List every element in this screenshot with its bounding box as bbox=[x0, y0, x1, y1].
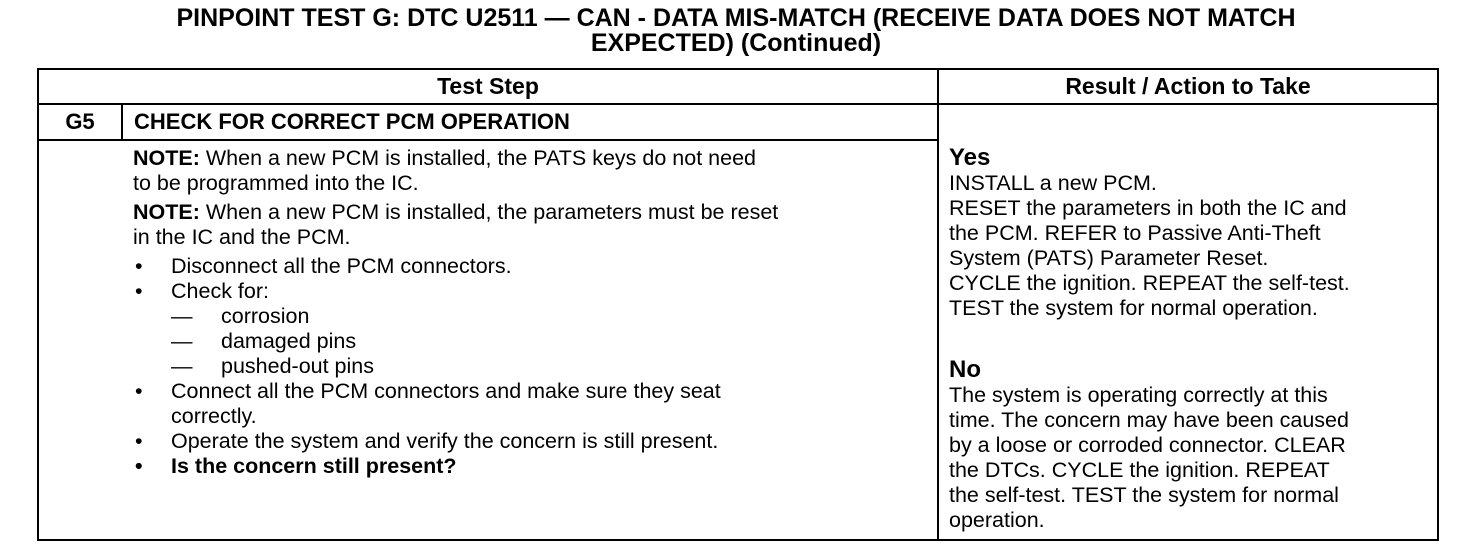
list-item bbox=[133, 279, 923, 304]
bullet-text-a: Connect all the PCM connectors and make sure they seat bbox=[171, 379, 721, 403]
table-right-border bbox=[1437, 68, 1439, 541]
question-text: Is the concern still present? bbox=[171, 454, 457, 478]
result-no bbox=[949, 357, 1429, 533]
note-1-text-a: When a new PCM is installed, the PATS keys do not need bbox=[199, 146, 756, 170]
title-line-2: EXPECTED) (Continued) bbox=[590, 29, 882, 57]
list-item bbox=[133, 254, 923, 279]
list-item-question bbox=[133, 454, 923, 479]
result-yes bbox=[949, 145, 1429, 321]
sub-item-text: damaged pins bbox=[221, 329, 357, 353]
no-label: No bbox=[949, 356, 981, 383]
no-line: operation. bbox=[949, 508, 1045, 532]
bullet-text: Operate the system and verify the concern is still present. bbox=[171, 429, 719, 453]
bullet-mark: • bbox=[135, 454, 143, 478]
yes-line: RESET the parameters in both the IC and bbox=[949, 196, 1347, 220]
yes-line: TEST the system for normal operation. bbox=[949, 296, 1318, 320]
bullet-mark: • bbox=[135, 279, 143, 303]
note-1 bbox=[133, 146, 923, 196]
table-bottom-border bbox=[37, 539, 1439, 541]
sub-list-item bbox=[133, 329, 923, 354]
no-line: The system is operating correctly at this bbox=[949, 383, 1328, 407]
yes-line: INSTALL a new PCM. bbox=[949, 171, 1157, 195]
note-2-text-b: in the IC and the PCM. bbox=[133, 225, 351, 249]
note-1-label: NOTE: bbox=[133, 146, 200, 170]
yes-line: System (PATS) Parameter Reset. bbox=[949, 246, 1269, 270]
step-title: CHECK FOR CORRECT PCM OPERATION bbox=[134, 109, 570, 134]
list-item bbox=[133, 429, 923, 454]
note-2 bbox=[133, 200, 923, 250]
bullet-mark: • bbox=[135, 429, 143, 453]
sub-list-item bbox=[133, 354, 923, 379]
sub-item-text: pushed-out pins bbox=[221, 354, 374, 378]
yes-line: CYCLE the ignition. REPEAT the self-test. bbox=[949, 271, 1350, 295]
note-2-text-a: When a new PCM is installed, the parameters must be reset bbox=[199, 200, 779, 224]
note-2-label: NOTE: bbox=[133, 200, 200, 224]
test-step-body bbox=[133, 146, 923, 479]
page-title bbox=[0, 6, 1472, 56]
no-line: the DTCs. CYCLE the ignition. REPEAT bbox=[949, 458, 1330, 482]
bullet-text: Check for: bbox=[171, 279, 269, 303]
bullet-mark: • bbox=[135, 379, 143, 403]
step-id: G5 bbox=[65, 109, 95, 134]
no-line: time. The concern may have been caused bbox=[949, 408, 1349, 432]
step-id-divider bbox=[121, 103, 123, 141]
header-result: Result / Action to Take bbox=[1065, 73, 1311, 99]
dash-mark: — bbox=[171, 354, 193, 378]
header-test-step: Test Step bbox=[437, 73, 539, 99]
note-1-text-b: to be programmed into the IC. bbox=[133, 171, 419, 195]
no-line: the self-test. TEST the system for normal bbox=[949, 483, 1339, 507]
bullet-text: Disconnect all the PCM connectors. bbox=[171, 254, 512, 278]
yes-line: the PCM. REFER to Passive Anti-Theft bbox=[949, 221, 1321, 245]
yes-label: Yes bbox=[949, 144, 991, 171]
bullet-text-b: correctly. bbox=[171, 404, 257, 428]
dash-mark: — bbox=[171, 329, 193, 353]
no-line: by a loose or corroded connector. CLEAR bbox=[949, 433, 1346, 457]
bullet-mark: • bbox=[135, 254, 143, 278]
list-item bbox=[133, 379, 923, 429]
sub-list-item bbox=[133, 304, 923, 329]
sub-item-text: corrosion bbox=[221, 304, 310, 328]
title-line-1: PINPOINT TEST G: DTC U2511 — CAN - DATA MIS-MATCH (RECEIVE DATA DOES NOT MATCH bbox=[176, 4, 1296, 32]
dash-mark: — bbox=[171, 304, 193, 328]
